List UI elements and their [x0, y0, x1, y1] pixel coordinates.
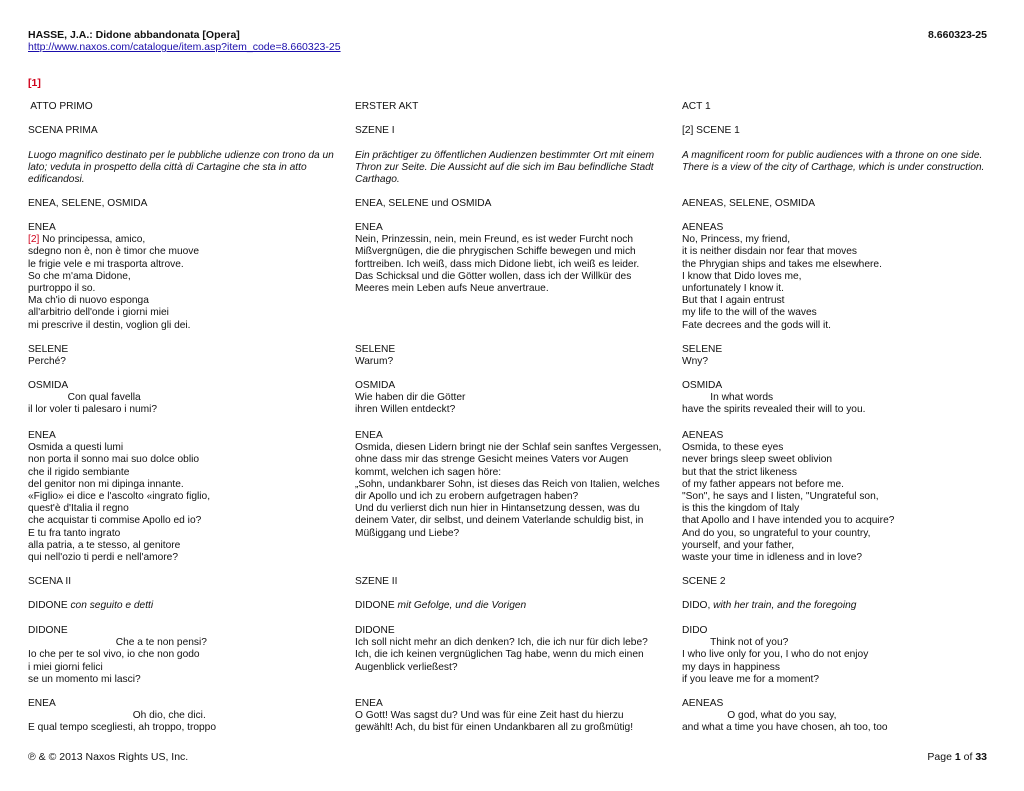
heading-text: ERSTER AKT — [355, 101, 419, 112]
verse-line: E tu fra tanto ingrato — [28, 527, 121, 539]
verse-line: But that I again entrust — [682, 295, 785, 307]
page-total: 33 — [975, 751, 987, 763]
verse-line: Io che per te sol vivo, io che non godo — [28, 649, 200, 661]
speaker-name: ENEA — [28, 222, 56, 233]
heading-text: SCENE 2 — [682, 576, 726, 587]
speaker-name: DIDONE — [355, 625, 395, 636]
speech-enea1 — [28, 222, 343, 332]
speaker-name: OSMIDA — [28, 380, 69, 391]
verse-line: Mißvergnügen, die die phrygischen Schiffe bewegen und mich — [355, 246, 636, 258]
verse-line: is this the kingdom of Italy — [682, 503, 800, 515]
verse-line: kommt, welchen ich sagen höre: — [355, 466, 502, 478]
verse-line: "Son", he says and I listen, "Ungrateful son, — [682, 491, 879, 503]
verse-line: E qual tempo scegliesti, ah troppo, troppo — [28, 722, 217, 734]
verse-line: I who live only for you, I who do not enjoy — [682, 649, 869, 661]
verse-line: it is neither disdain nor fear that moves — [682, 246, 857, 258]
entrance-direction: con seguito e detti — [67, 600, 154, 611]
heading-text: ATTO PRIMO — [28, 101, 93, 112]
speaker-name: DIDONE — [28, 625, 68, 636]
verse-line: gewählt! Ach, du bist für einen Undankbaren all zu großmütig! — [355, 722, 634, 734]
speaker-name: AENEAS — [682, 698, 724, 709]
stage-direction-text: Ein prächtiger zu öffentlichen Audienzen bestimmter Ort mit einem Thron zur Seite. Die Aussicht auf die sich im Bau befindliche Stadt Carthago. — [355, 150, 655, 186]
character-name: DIDONE — [355, 600, 395, 611]
verse-line: alla patria, a te stesso, al genitore — [28, 539, 181, 551]
verse-line: le frigie vele e mi trasporta altrove. — [28, 258, 184, 270]
speech-selene — [682, 344, 997, 368]
verse-line: Meeres mein Leben aufs Neue anvertraue. — [355, 283, 549, 295]
characters-scene-2 — [355, 600, 670, 612]
verse-line: of my father appears not before me. — [682, 478, 844, 490]
verse-line: il lor voler ti palesaro i numi? — [28, 404, 158, 416]
page-current: 1 — [954, 751, 961, 763]
verse-line: Ich soll nicht mehr an dich denken? Ich, die ich nur für dich lebe? — [355, 637, 648, 649]
verse-line: Wny? — [682, 356, 709, 368]
page-of-label: of — [960, 751, 976, 763]
heading-text: ENEA, SELENE und OSMIDA — [355, 198, 492, 209]
speaker-name: ENEA — [28, 698, 56, 709]
verse-line: that Apollo and I have intended you to acquire? — [682, 515, 895, 527]
verse-line: the Phrygian ships and takes me elsewhere. — [682, 258, 882, 270]
scene-2-heading — [355, 576, 670, 588]
verse-line: all'arbitrio dell'onde i giorni miei — [28, 307, 169, 319]
stage-direction — [682, 150, 997, 174]
verse-line: quest'è d'Italia il regno — [28, 503, 129, 515]
characters-scene-2 — [682, 600, 997, 612]
verse-line: Con qual favella — [28, 392, 141, 404]
speaker-name: OSMIDA — [355, 380, 396, 391]
catalogue-code: 8.660323-25 — [928, 29, 987, 41]
verse-line: and what a time you have chosen, ah too, too — [682, 722, 888, 734]
verse-line: sdegno non è, non è timor che muove — [28, 246, 200, 258]
track-marker: [1] — [28, 77, 41, 89]
speech-osmida — [355, 380, 670, 417]
verse-line: dir Apollo und ich zu erobern aufgetragen haben? — [355, 491, 579, 503]
verse-line: O Gott! Was sagst du? Und was für eine Zeit hast du hierzu — [355, 710, 624, 722]
heading-text: [2] SCENE 1 — [682, 125, 740, 136]
verse-line: che acquistar ti commise Apollo ed io? — [28, 515, 202, 527]
speech-enea1 — [682, 222, 997, 332]
speaker-name: SELENE — [682, 344, 723, 355]
characters-line — [28, 600, 343, 612]
verse-line: Fate decrees and the gods will it. — [682, 319, 831, 331]
speaker-name: OSMIDA — [682, 380, 723, 391]
verse-line: Think not of you? — [682, 637, 789, 649]
verse-line: And do you, so ungrateful to your country, — [682, 527, 871, 539]
verse-text: No principessa, amico, — [39, 234, 146, 246]
speaker-name: AENEAS — [682, 430, 724, 441]
act-heading — [28, 101, 343, 113]
verse-line: waste your time in idleness and in love? — [682, 552, 863, 564]
verse-line: Osmida a questi lumi — [28, 442, 124, 454]
entrance-direction: mit Gefolge, und die Vorigen — [394, 600, 527, 611]
speech-enea3 — [355, 698, 670, 735]
speaker-name: ENEA — [355, 430, 383, 441]
characters-line — [682, 600, 997, 612]
speech-enea2 — [355, 430, 670, 540]
speech-osmida — [28, 380, 343, 417]
verse-line: No, Princess, my friend, — [682, 234, 791, 246]
speech-selene — [28, 344, 343, 368]
speaker-name: SELENE — [28, 344, 69, 355]
verse-line: I know that Dido loves me, — [682, 270, 802, 282]
copyright-notice: ℗ & © 2013 Naxos Rights US, Inc. — [28, 751, 189, 763]
speaker-name: ENEA — [355, 222, 383, 233]
verse-line: „Sohn, undankbarer Sohn, ist dieses das Reich von Italien, welches — [355, 478, 660, 490]
verse-line: Osmida, diesen Lidern bringt nie der Schlaf sein sanftes Vergessen, — [355, 442, 662, 454]
heading-text: SZENE I — [355, 125, 395, 136]
verse-line: Ma ch'io di nuovo esponga — [28, 295, 149, 307]
chars-1-heading — [682, 198, 997, 210]
entrance-direction: with her train, and the foregoing — [710, 600, 857, 611]
heading-text: SCENA II — [28, 576, 72, 587]
document-title: HASSE, J.A.: Didone abbandonata [Opera] — [28, 29, 240, 41]
verse-line: but that the strict likeness — [682, 466, 797, 478]
speech-enea3 — [28, 698, 343, 735]
verse-line: se un momento mi lasci? — [28, 673, 141, 685]
verse-line: Das Schicksal und die Götter wollen, dass ich der Willkür des — [355, 270, 632, 282]
stage-direction — [28, 150, 343, 187]
speech-enea2 — [28, 430, 343, 564]
verse-line: Nein, Prinzessin, nein, mein Freund, es ist weder Furcht noch — [355, 234, 634, 246]
verse-line: purtroppo il so. — [28, 283, 96, 295]
character-name: DIDONE — [28, 600, 68, 611]
verse-line: yourself, and your father, — [682, 539, 795, 551]
speech-didone — [355, 625, 670, 674]
verse-line: ohne dass mir das strenge Gesicht meines Vaters vor Augen — [355, 454, 629, 466]
verse-line: ihren Willen entdeckt? — [355, 404, 456, 416]
verse-line: deinem Vater, dir selbst, und deinem Vaterlande schuldig bist, in — [355, 515, 644, 527]
verse-line: my days in happiness — [682, 661, 780, 673]
speech-selene — [355, 344, 670, 368]
chars-1-heading — [28, 198, 343, 210]
verse-line: Oh dio, che dici. — [28, 710, 206, 722]
verse-line: have the spirits revealed their will to you. — [682, 404, 866, 416]
verse-line: Osmida, to these eyes — [682, 442, 784, 454]
verse-line: mi prescrive il destin, voglion gli dei. — [28, 319, 191, 331]
verse-line: Augenblick verließest? — [355, 661, 458, 673]
verse-line: qui nell'ozio ti perdi e nell'amore? — [28, 552, 178, 564]
verse-line: forttreiben. Ich weiß, dass mich Didone liebt, ich weiß es leider. — [355, 258, 640, 270]
scene-2-heading — [28, 576, 343, 588]
stage-direction — [355, 150, 670, 187]
scene-1-heading — [355, 125, 670, 137]
verse-line: So che m'ama Didone, — [28, 270, 131, 282]
heading-text: ACT 1 — [682, 101, 711, 112]
speaker-name: ENEA — [28, 430, 56, 441]
verse-line: Wie haben dir die Götter — [355, 392, 466, 404]
speaker-name: ENEA — [355, 698, 383, 709]
verse-line: «Figlio» ei dice e l'ascolto «ingrato figlio, — [28, 491, 211, 503]
verse-line: never brings sleep sweet oblivion — [682, 454, 833, 466]
act-heading — [355, 101, 670, 113]
speech-enea2 — [682, 430, 997, 564]
speech-didone — [28, 625, 343, 686]
verse-line: Perché? — [28, 356, 66, 368]
page-number — [927, 751, 987, 763]
stage-direction-text: A magnificent room for public audiences with a throne on one side. There is a view of the city of Carthage, which is under construction. — [682, 150, 985, 174]
verse-line: Und du verlierst dich nun hier in Hintansetzung dessen, was du — [355, 503, 640, 515]
scene-2-heading — [682, 576, 997, 588]
speaker-name: AENEAS — [682, 222, 724, 233]
characters-line — [355, 600, 670, 612]
chars-1-heading — [355, 198, 670, 210]
act-heading — [682, 101, 997, 113]
speaker-name: SELENE — [355, 344, 396, 355]
heading-text: ENEA, SELENE, OSMIDA — [28, 198, 148, 209]
scene-1-heading — [682, 125, 997, 137]
speech-didone — [682, 625, 997, 686]
speech-enea1 — [355, 222, 670, 295]
verse-line: unfortunately I know it. — [682, 283, 784, 295]
stage-direction-text: Luogo magnifico destinato per le pubbliche udienze con trono da un lato; veduta in prospetto della città di Cartagine che sta in atto edificandosi. — [28, 150, 334, 186]
verse-line: Müßiggang und Liebe? — [355, 527, 460, 539]
verse-line: if you leave me for a moment? — [682, 673, 820, 685]
verse-line: my life to the will of the waves — [682, 307, 817, 319]
speech-osmida — [682, 380, 997, 417]
verse-line: Che a te non pensi? — [28, 637, 207, 649]
page-label: Page — [927, 751, 955, 763]
track-marker-inline: [2] — [28, 234, 40, 246]
character-name: DIDO, — [682, 600, 711, 611]
verse-line: O god, what do you say, — [682, 710, 837, 722]
catalogue-link[interactable]: http://www.naxos.com/catalogue/item.asp?item_code=8.660323-25 — [28, 41, 341, 53]
verse-line: del genitor non mi dipinga innante. — [28, 478, 184, 490]
verse-line: che il rigido sembiante — [28, 466, 130, 478]
heading-text: SZENE II — [355, 576, 398, 587]
verse-line — [28, 234, 343, 246]
speech-enea3 — [682, 698, 997, 735]
verse-line: Warum? — [355, 356, 394, 368]
speaker-name: DIDO — [682, 625, 708, 636]
verse-line: In what words — [682, 392, 774, 404]
characters-scene-2 — [28, 600, 343, 612]
verse-line: non porta il sonno mai suo dolce oblio — [28, 454, 200, 466]
heading-text: SCENA PRIMA — [28, 125, 98, 136]
scene-1-heading — [28, 125, 343, 137]
verse-line: i miei giorni felici — [28, 661, 103, 673]
heading-text: AENEAS, SELENE, OSMIDA — [682, 198, 816, 209]
verse-line: Ich, die ich keinen vergnüglichen Tag habe, wenn du mich einen — [355, 649, 644, 661]
